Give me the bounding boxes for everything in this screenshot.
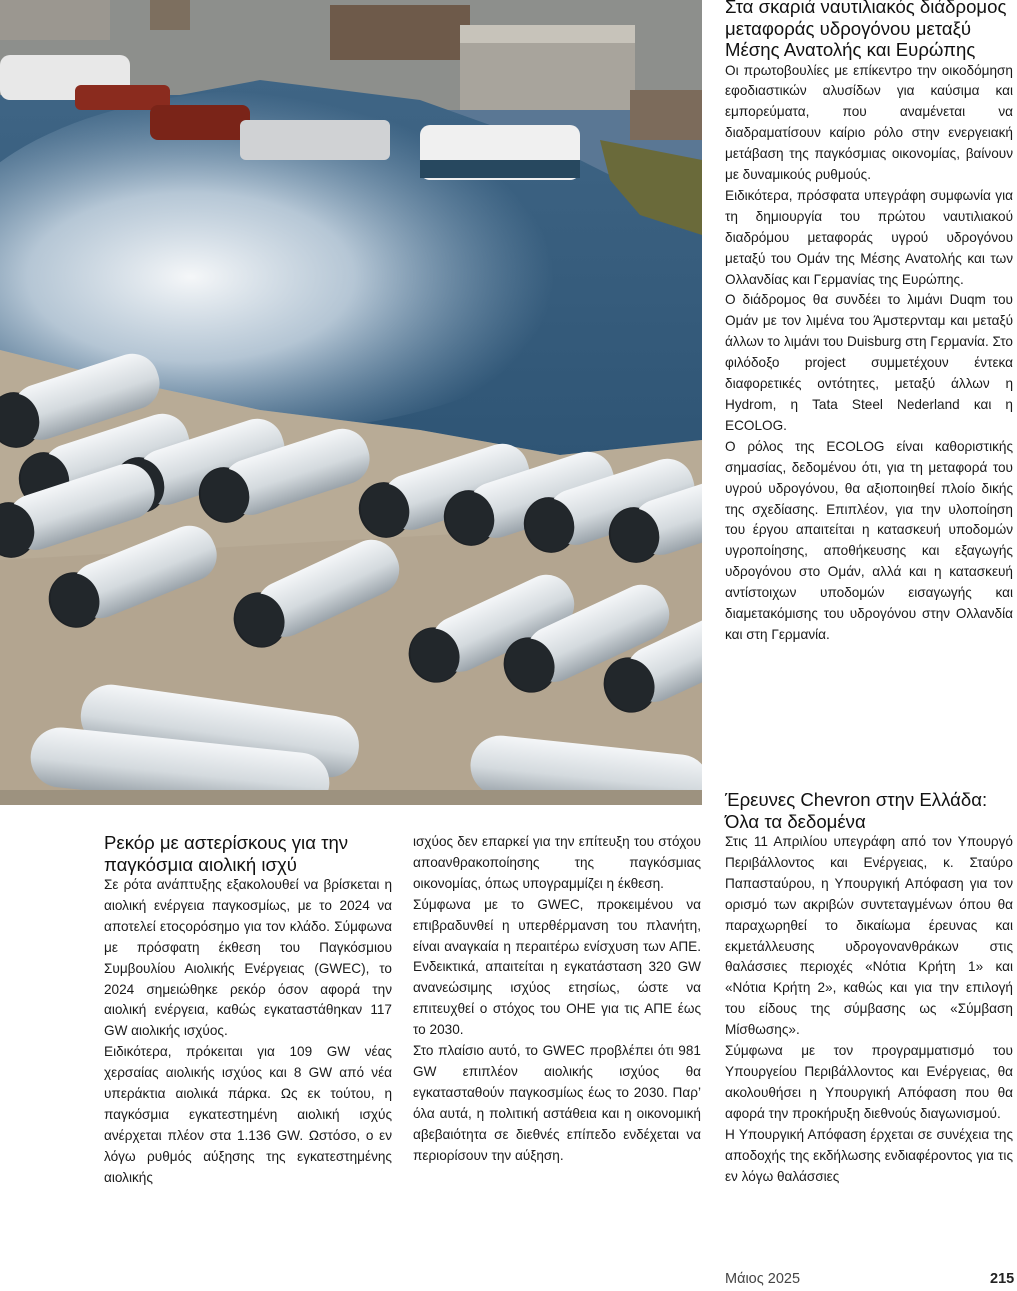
article-paragraph: Στις 11 Απριλίου υπεγράφη από τον Υπουργό Περιβάλλοντος και Ενέργειας, κ. Σταύρο Παπασταύρου, η Υπουργική Απόφαση για τον ορισμό των ακριβών συντεταγμένων όπου θα παραχωρηθεί το δικαίωμα έρευνας και εκμετάλλευσης υδρογονανθράκων στις θαλάσσιες περιοχές «Νότια Κρήτη 1» και «Νότια Κρήτη 2», καθώς και για την επιλογή του είδους της σύμβασης ως «Σύμβαση Μίσθωσης». — [725, 834, 1013, 1038]
chevron-headline: Έρευνες Chevron στην Ελλάδα: Όλα τα δεδομένα — [725, 789, 988, 832]
page-number: 215 — [990, 1271, 1015, 1287]
article-paragraph: Ο ρόλος της ECOLOG είναι καθοριστικής σημασίας, δεδομένου ότι, για τη μεταφορά του υγρού υδρογόνου, θα αξιοποιηθεί πλοίο δικής της σχεδίασης. Επιπλέον, για την υλοποίηση του έργου απαιτείται η κατασκευή υποδομών υγροποίησης, αποθήκευσης και εξαγωγής υδρογόνου στο Ομάν, αλλά και η κατασκευή αντίστοιχων υποδομών εισαγωγής και διαμετακόμισης του υδρογόνου στην Ολλανδία και στη Γερμανία. — [725, 438, 1013, 642]
chevron-article — [725, 789, 1013, 1187]
hydrogen-corridor-headline: Στα σκαριά ναυτιλιακός διάδρομος μεταφοράς υδρογόνου μεταξύ Μέσης Ανατολής και Ευρώπης — [725, 0, 1007, 60]
harbor-aerial-photo — [0, 0, 702, 805]
article-paragraph: Στο πλαίσιο αυτό, το GWEC προβλέπει ότι 981 GW επιπλέον αιολικής ισχύος θα εγκατασταθούν παγκοσμίως έως το 2030. Παρ’ όλα αυτά, η πολιτική αστάθεια και η οικονομική αβεβαιότητα σε διεθνές επίπεδο ενδέχεται να περιορίσουν την αύξηση. — [413, 1043, 701, 1163]
article-paragraph: Η Υπουργική Απόφαση έρχεται σε συνέχεια της αποδοχής της εκδήλωσης ενδιαφέροντος για τις εν λόγω θαλάσσιες — [725, 1126, 1013, 1184]
article-paragraph: Σύμφωνα με το GWEC, προκειμένου να επιβραδυνθεί η υπερθέρμανση του πλανήτη, είναι αναγκαία η περαιτέρω ενίσχυση των ΑΠΕ. Ενδεικτικά, απαιτείται η εγκατάσταση 320 GW ανανεώσιμης ισχύος ετησίως, ώστε να επιτευχθεί ο στόχος του ΟΗΕ για τις ΑΠΕ έως το 2030. — [413, 896, 701, 1038]
article-paragraph: Σε ρότα ανάπτυξης εξακολουθεί να βρίσκεται η αιολική ενέργεια παγκοσμίως, με το 2024 να αποτελεί ετοςορόσημο για τον κλάδο. Σύμφωνα με πρόσφατη έκθεση του Παγκόσμιου Συμβουλίου Αιολικής Ενέργειας (GWEC), το 2024 σημειώθηκε ρεκόρ όσον αφορά την αιολική ενέργεια, καθώς εγκαταστάθηκαν 117 GW αιολικής ισχύος. — [104, 877, 392, 1039]
article-paragraph: Σύμφωνα με τον προγραμματισμό του Υπουργείου Περιβάλλοντος και Ενέργειας, θα ακολουθήσει η Υπουργική Απόφαση που θα αφορά την προκήρυξη διεθνούς διαγωνισμού. — [725, 1043, 1013, 1121]
wind-power-article — [104, 832, 392, 1189]
issue-date: Μάιος 2025 — [725, 1271, 801, 1287]
article-paragraph: Ο διάδρομος θα συνδέει το λιμάνι Duqm του Ομάν με τον λιμένα του Άμστερνταμ και μεταξύ άλλων το λιμάνι του Duisburg στη Γερμανία. Στο φιλόδοξο project συμμετέχουν έντεκα διαφορετικές οντότητες, μεταξύ άλλων η Hydrom, η Tata Steel Nederland και η ECOLOG. — [725, 292, 1013, 433]
article-paragraph: Οι πρωτοβουλίες με επίκεντρο την οικοδόμηση εφοδιαστικών αλυσίδων για καύσιμα και εμπορεύματα, που αναμένεται να διαδραματίσουν καίριο ρόλο στην ενεργειακή μετάβαση της παγκόσμιας οικονομίας, βαίνουν με δυναμικούς ρυθμούς. — [725, 62, 1013, 183]
article-paragraph: ισχύος δεν επαρκεί για την επίτευξη του στόχου απoανθρακοποίησης της παγκόσμιας οικονομίας, όπως υπογραμμίζει η έκθεση. — [413, 834, 701, 891]
article-paragraph: Ειδικότερα, πρόκειται για 109 GW νέας χερσαίας αιολικής ισχύος και 8 GW από νέα υπεράκτια αιολικά πάρκα. Ως εκ τούτου, η παγκόσμια εγκατεστημένη αιολική ισχύς ανέρχεται πλέον στα 1.136 GW. Ωστόσο, ο εν λόγω ρυθμός αύξησης της εγκατεστημένης αιολικής — [104, 1044, 392, 1185]
wind-power-headline: Ρεκόρ με αστερίσκους για την παγκόσμια αιολική ισχύ — [104, 832, 349, 875]
article-paragraph: Ειδικότερα, πρόσφατα υπεγράφη συμφωνία για τη δημιουργία του πρώτου ναυτιλιακού διαδρόμου μεταφοράς υγρού υδρογόνου μεταξύ του Ομάν της Μέσης Ανατολής και των Ολλανδίας και Γερμανίας της Ευρώπης. — [725, 187, 1013, 287]
wind-power-article-continued — [413, 832, 701, 1167]
hydrogen-corridor-article — [725, 0, 1013, 646]
